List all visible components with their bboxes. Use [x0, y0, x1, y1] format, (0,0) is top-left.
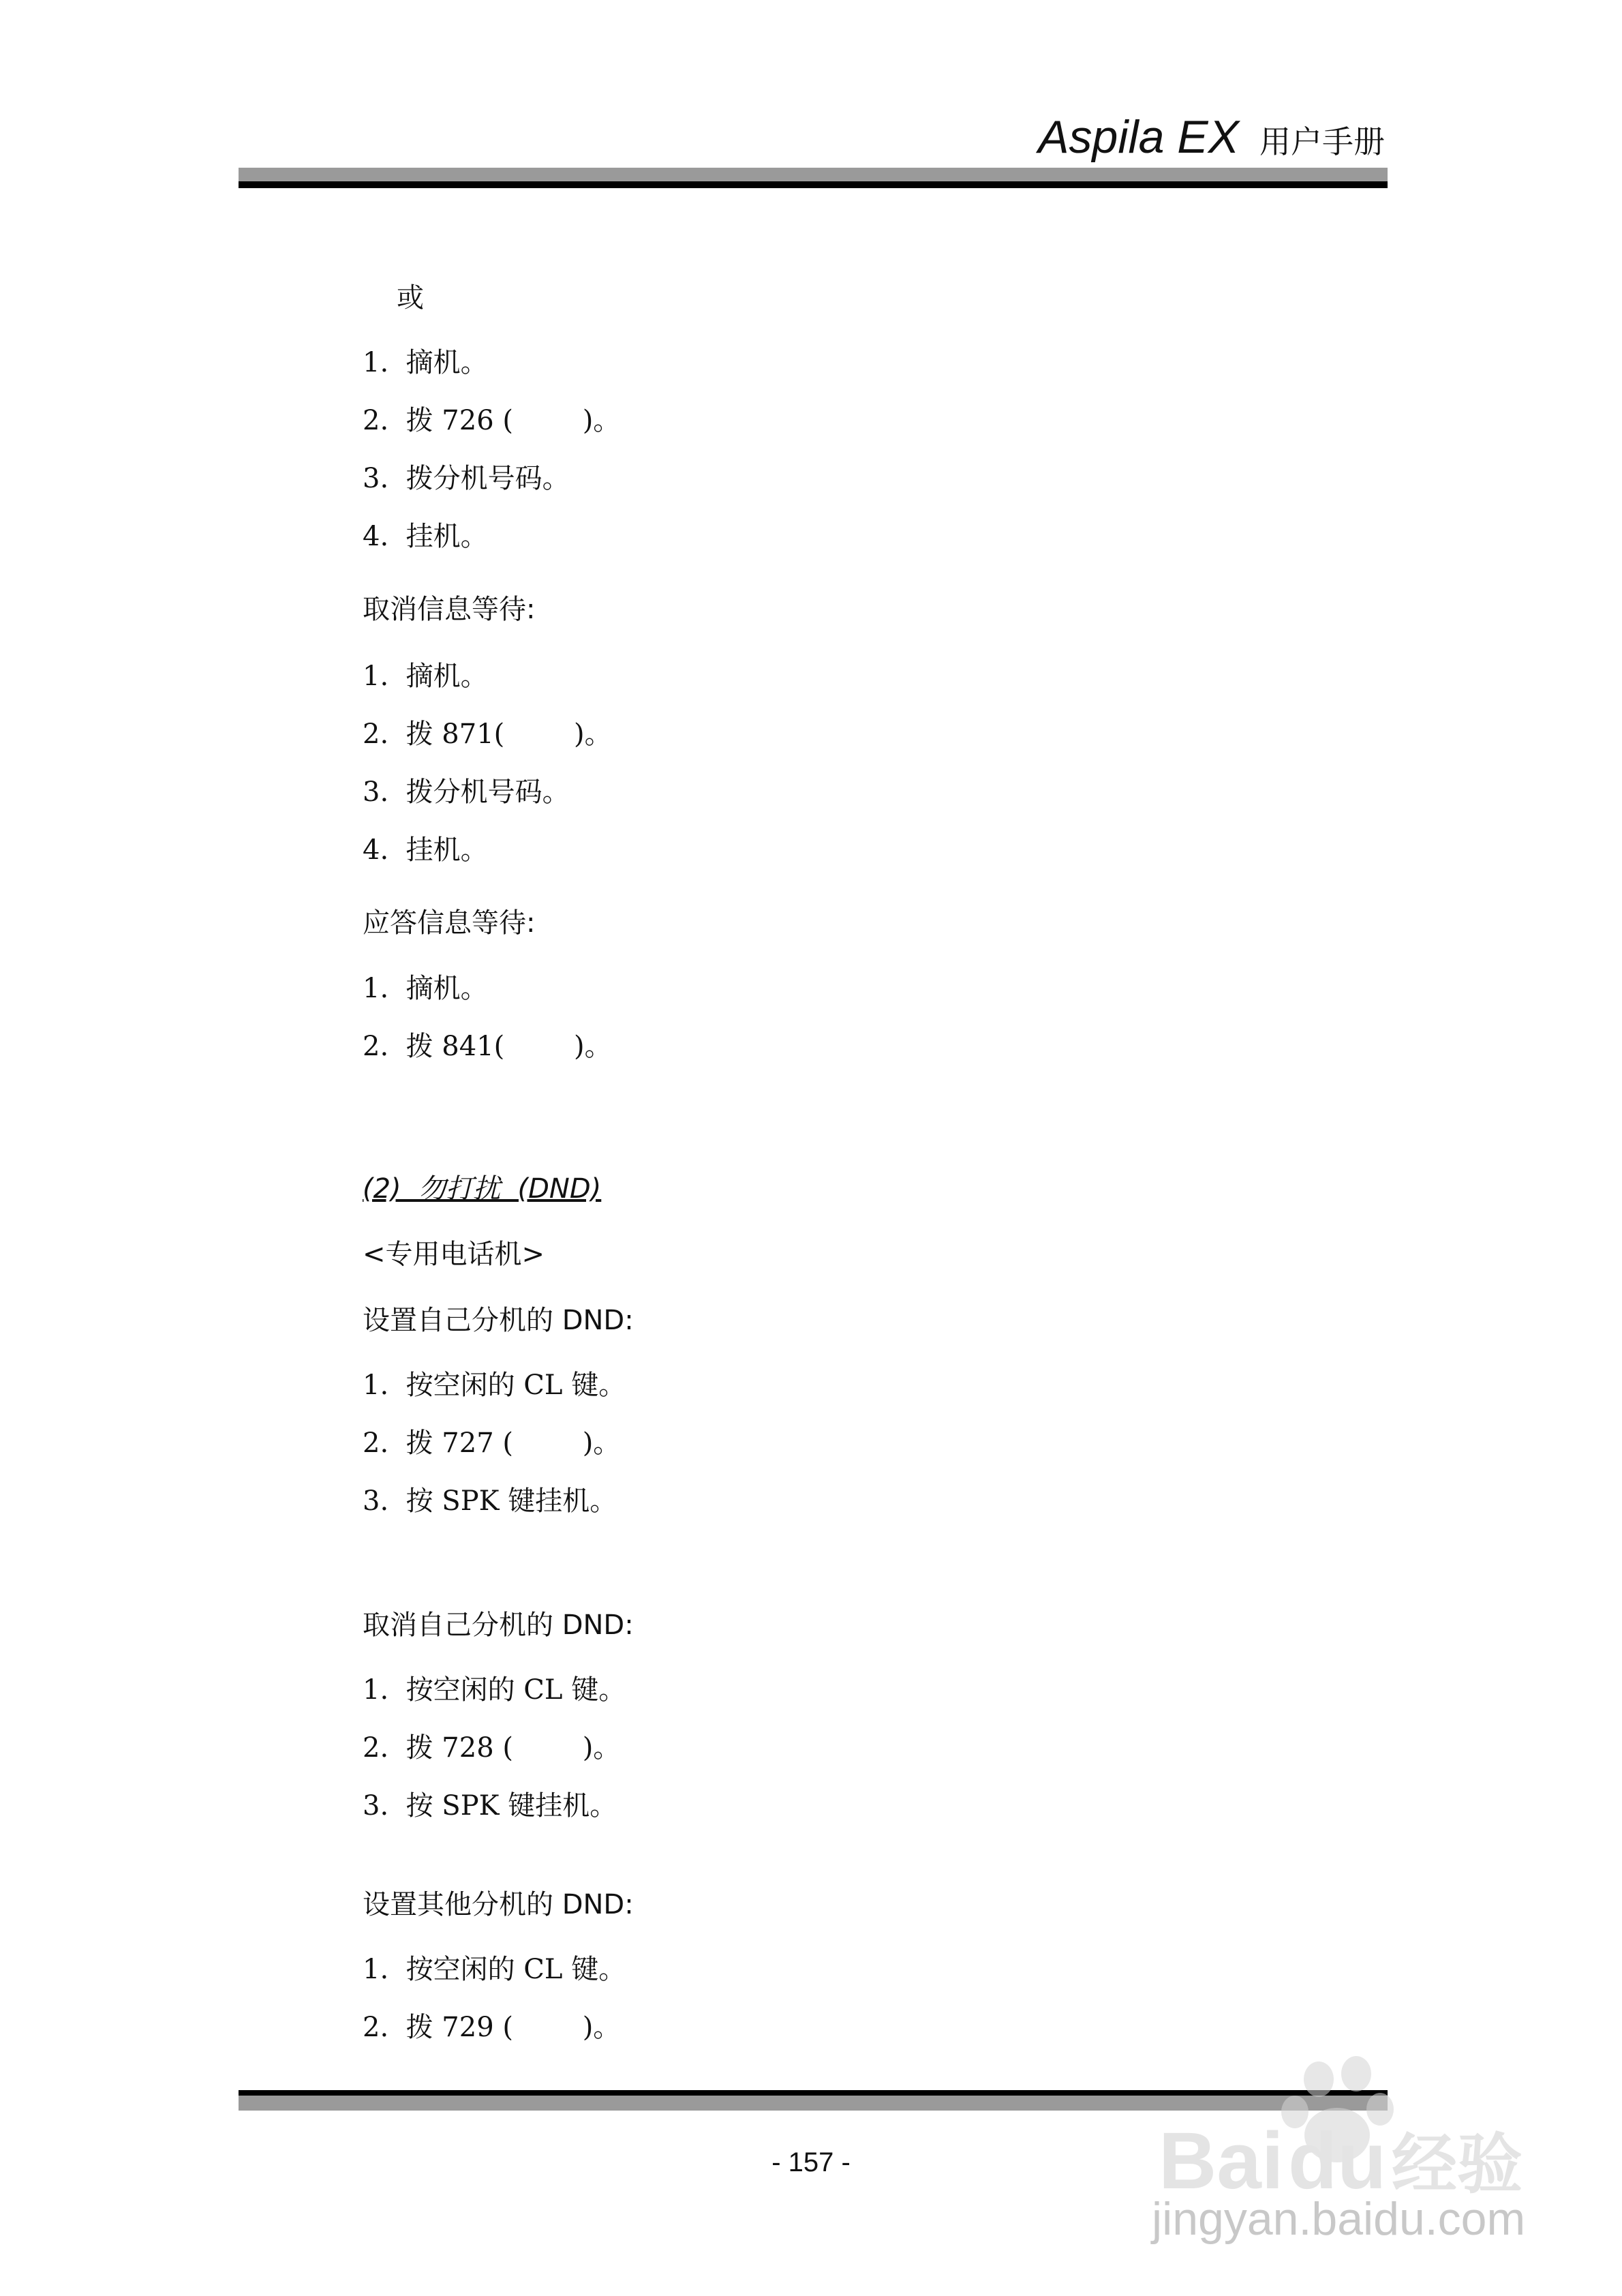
step-line: 1. 摘机。 — [363, 973, 488, 1004]
svg-text:经验: 经验 — [1392, 2126, 1522, 2203]
section-heading: 取消信息等待: — [363, 594, 536, 625]
svg-text:Bai: Bai — [1159, 2116, 1284, 2206]
step-line: 2. 拨 841( )。 — [363, 1031, 612, 1062]
step-line: 1. 按空闲的 CL 键。 — [363, 1954, 626, 1985]
page-number: - 157 - — [771, 2147, 851, 2177]
step-line: 2. 拨 726 ( )。 — [363, 405, 621, 436]
subsection-title: (2) 勿打扰 (DND) — [363, 1173, 602, 1205]
step-line: 4. 挂机。 — [363, 521, 488, 552]
step-line: 4. 挂机。 — [363, 834, 488, 866]
step-line: 2. 拨 729 ( )。 — [363, 2012, 621, 2043]
step-line: 2. 拨 871( )。 — [363, 719, 612, 750]
step-line: 1. 按空闲的 CL 键。 — [363, 1674, 626, 1706]
manual-label: 用户手册 — [1259, 123, 1385, 160]
step-line: 3. 按 SPK 键挂机。 — [363, 1485, 617, 1517]
section-heading: 设置其他分机的 DND: — [363, 1889, 634, 1920]
svg-text:du: du — [1288, 2116, 1387, 2206]
section-heading: 应答信息等待: — [363, 907, 536, 939]
phone-type-label: <专用电话机> — [363, 1239, 545, 1270]
text-line: 或 — [397, 282, 424, 314]
header-rule — [239, 168, 1388, 188]
step-line: 2. 拨 727 ( )。 — [363, 1428, 621, 1459]
step-line: 1. 按空闲的 CL 键。 — [363, 1370, 626, 1401]
step-line: 3. 按 SPK 键挂机。 — [363, 1790, 617, 1822]
section-heading: 取消自己分机的 DND: — [363, 1610, 634, 1641]
step-line: 1. 摘机。 — [363, 661, 488, 692]
step-line: 1. 摘机。 — [363, 347, 488, 378]
step-line: 2. 拨 728 ( )。 — [363, 1732, 621, 1764]
header-title — [1038, 110, 1385, 164]
watermark-url: jingyan.baidu.com — [1152, 2193, 1526, 2245]
step-line: 3. 拨分机号码。 — [363, 776, 570, 808]
product-name: Aspila EX — [1038, 111, 1239, 163]
section-heading: 设置自己分机的 DND: — [363, 1305, 634, 1336]
step-line: 3. 拨分机号码。 — [363, 463, 570, 494]
